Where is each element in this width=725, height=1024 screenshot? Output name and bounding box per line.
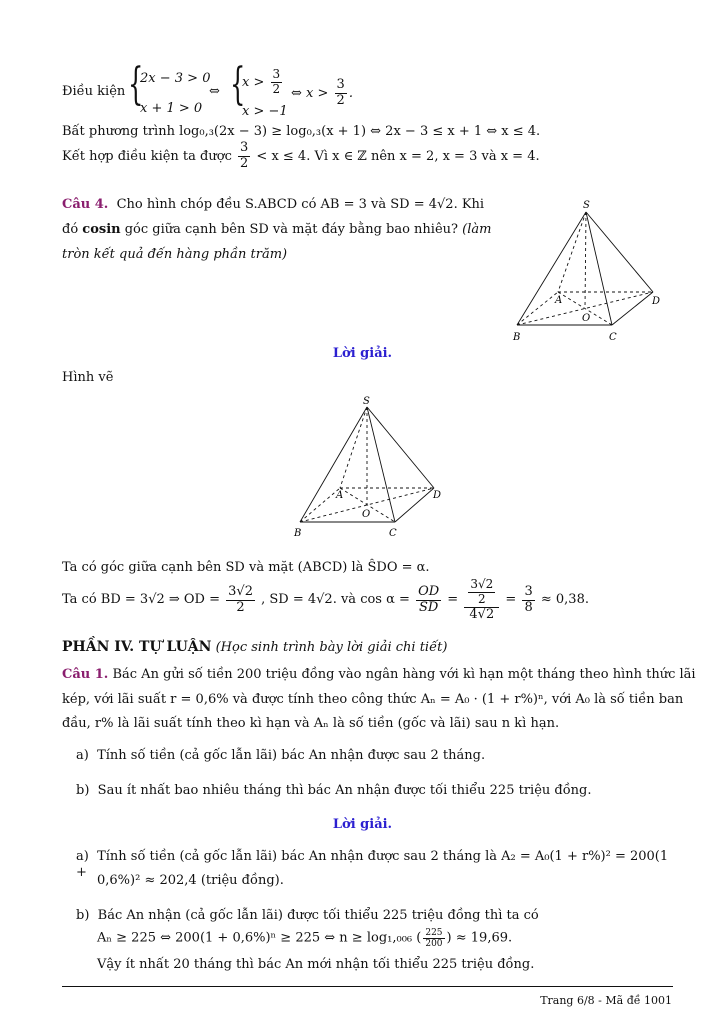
solution-b: b) Bác An nhận (cả gốc lẫn lãi) được tối thiểu 225 triệu đồng thì ta có [76, 908, 539, 923]
system1-eq1: 2x − 3 > 0 [140, 71, 211, 86]
solution-a-line2: 0,6%)² ≈ 202,4 (triệu đồng). [97, 873, 284, 888]
cau4-line2: đó cosin góc giữa cạnh bên SD và mặt đáy bằng bao nhiêu? (làm [62, 222, 492, 237]
pyramid-figure-small [505, 195, 675, 347]
vertex-label-b: B [513, 332, 521, 343]
cau1-line2: kép, với lãi suất r = 0,6% và được tính theo công thức Aₙ = A₀ · (1 + r%)ⁿ, với A₀ là số tiền ban [62, 692, 684, 707]
vertex-label-o: O [362, 509, 371, 520]
vertex-label-d: D [652, 296, 661, 307]
kethop-line: Kết hợp điều kiện ta được $\frac{3}{2}$ < x ≤ 4. Vì x ∈ ℤ nên x = 2, x = 3 và x = 4. [62, 140, 540, 171]
vertex-label-s: S [363, 396, 370, 407]
bpt-line: Bất phương trình log₀,₃(2x − 3) ≥ log₀,₃(x + 1) ⇔ 2x − 3 ≤ x + 1 ⇔ x ≤ 4. [62, 124, 541, 139]
loigiai-heading-2: Lời giải. [332, 817, 393, 832]
cau1-line1: Câu 1. Bác An gửi số tiền 200 triệu đồng vào ngân hàng với kì hạn một tháng theo hình thức lãi [62, 667, 696, 682]
solution-b-line2: Aₙ ≥ 225 ⇔ 200(1 + 0,6%)ⁿ ≥ 225 ⇔ n ≥ log₁,₀₀₆ ( $\frac{225}{200}$ ) ≈ 19,69. [97, 928, 513, 950]
system2-eq2: x > −1 [242, 104, 288, 119]
dieukien-result: ⇔ x > $\frac{3}{2}$ . [291, 77, 353, 108]
system-brace-right: { [230, 59, 246, 110]
system2-eq1: x > $\frac{3}{2}$ [242, 67, 281, 96]
vertex-label-o: O [582, 313, 591, 324]
pyramid-figure-large [288, 392, 458, 542]
vertex-label-d: D [433, 490, 442, 501]
cau4-line1: Câu 4. Cho hình chóp đều S.ABCD có AB = 3 và SD = 4√2. Khi [62, 197, 485, 212]
loigiai-heading-1: Lời giải. [332, 346, 393, 361]
vertex-label-b: B [294, 528, 302, 539]
question-a: a) Tính số tiền (cả gốc lẫn lãi) bác An nhận được sau 2 tháng. [76, 748, 486, 763]
vertex-label-c: C [389, 528, 397, 539]
cau1-line3: đầu, r% là lãi suất tính theo kì hạn và Aₙ là số tiền (gốc và lãi) sau n kì hạn. [62, 716, 560, 731]
system-brace-left: { [128, 59, 144, 110]
system1-eq2: x + 1 > 0 [140, 101, 203, 116]
bd-line: Ta có BD = 3√2 ⇒ OD = $\frac{3√2}{2}$ , SD = 4√2. và cos α = $\frac{OD}{SD}$ = $\frac{\frac{3√2}{2}}{4√2}$ = $\frac{3}{8}$ ≈ 0,38. [62, 577, 589, 622]
hinhve-label: Hình vẽ [62, 370, 114, 385]
dieukien-label: Điều kiện [62, 84, 126, 99]
vertex-label-a: A [555, 295, 563, 306]
vertex-label-a: A [336, 490, 344, 501]
cau4-line3: tròn kết quả đến hàng phần trăm) [62, 247, 288, 262]
vertex-label-s: S [583, 200, 590, 211]
solution-b-line3: Vậy ít nhất 20 tháng thì bác An mới nhận tối thiểu 225 triệu đồng. [97, 957, 535, 972]
iff-symbol: ⇔ [209, 84, 220, 99]
vertex-label-c: C [609, 332, 617, 343]
goc-line: Ta có góc giữa cạnh bên SD và mặt (ABCD) là ŜDO = α. [62, 560, 430, 575]
solution-a: a) Tính số tiền (cả gốc lẫn lãi) bác An nhận được sau 2 tháng là A₂ = A₀(1 + r%)² = 200(1 + [76, 849, 669, 881]
question-b: b) Sau ít nhất bao nhiêu tháng thì bác An nhận được tối thiểu 225 triệu đồng. [76, 783, 592, 798]
page-footer: Trang 6/8 - Mã đề 1001 [540, 994, 672, 1007]
phan4-heading: PHẦN IV. TỰ LUẬN (Học sinh trình bày lời giải chi tiết) [62, 639, 448, 655]
footer-divider [62, 986, 673, 987]
